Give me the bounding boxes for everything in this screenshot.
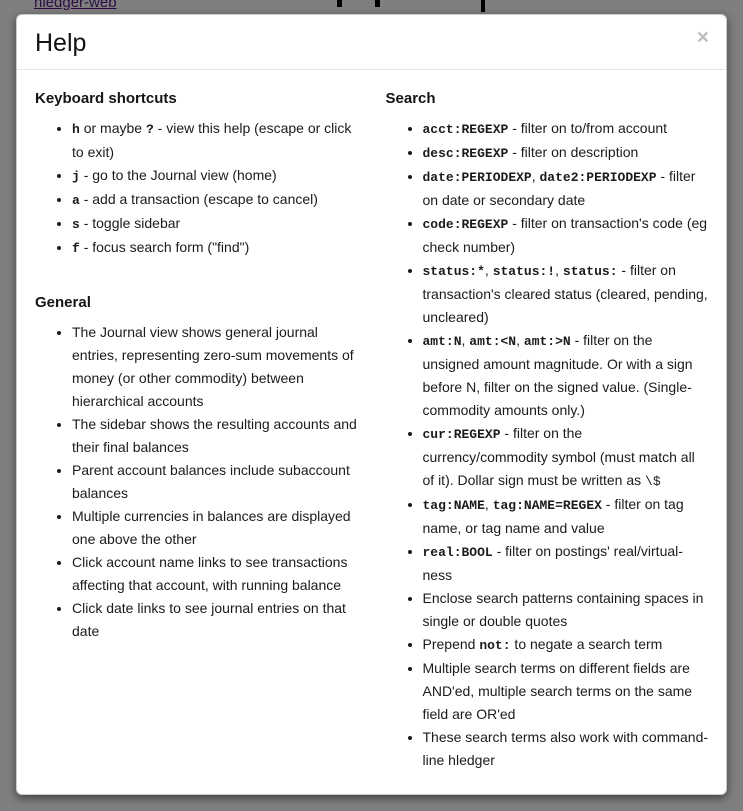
text-run: Click account name links to see transactions affecting that account, with running balance (72, 554, 348, 593)
code-term: code:REGEXP (422, 217, 509, 232)
code-term: status: (562, 264, 618, 279)
code-term: j (72, 169, 80, 184)
text-run: - filter on tag name, or tag name and value (422, 496, 684, 536)
text-run: Click date links to see journal entries on that date (72, 600, 346, 639)
text-run: - filter on the unsigned amount magnitude. Or with a sign before N, filter on the signed value. (Single-commodity amounts only.) (422, 332, 693, 418)
text-run: These search terms also work with command-line hledger (422, 729, 709, 768)
list-item (72, 597, 358, 643)
text-run: - filter on transaction's cleared status (cleared, pending, uncleared) (422, 262, 708, 325)
list-item (423, 657, 710, 726)
code-term: status:* (422, 264, 485, 279)
text-run: - filter on description (508, 144, 639, 160)
text-run: , (531, 168, 540, 184)
text-run: - add a transaction (escape to cancel) (79, 191, 318, 207)
section-heading: General (35, 294, 91, 311)
text-run: The sidebar shows the resulting accounts and their final balances (72, 416, 357, 455)
list-item (72, 236, 358, 260)
list-item (72, 459, 358, 505)
text-run: - filter on the currency/commodity symbol (must match all of it). Dollar sign must be written as (422, 425, 695, 488)
text-run: - go to the Journal view (home) (79, 167, 277, 183)
list-item (423, 141, 710, 165)
text-run: to negate a search term (510, 636, 663, 652)
bullet-list (35, 117, 358, 260)
help-column-left (32, 90, 372, 643)
text-run: - view this help (escape or click to exit) (72, 120, 352, 160)
code-term: ? (145, 122, 154, 137)
section-heading: Keyboard shortcuts (35, 90, 177, 107)
list-item (423, 587, 710, 633)
text-run: , (516, 332, 524, 348)
list-item (423, 633, 710, 657)
text-run: - toggle sidebar (79, 215, 181, 231)
text-run: The Journal view shows general journal entries, representing zero-sum movements of money (or other commodity) between hierarchical accounts (72, 324, 354, 409)
list-item (423, 493, 710, 540)
list-item (423, 422, 710, 493)
text-run: , (461, 332, 470, 348)
list-item (423, 329, 710, 422)
text-run: - filter on transaction's code (eg check number) (422, 215, 708, 255)
text-run: Multiple currencies in balances are displayed one above the other (72, 508, 351, 547)
list-item (72, 505, 358, 551)
bullet-list (35, 321, 358, 643)
code-term: amt:N (422, 334, 462, 349)
modal-title: Help (35, 29, 87, 57)
code-term: cur:REGEXP (422, 427, 501, 442)
code-term: s (72, 217, 80, 232)
text-run: - filter on date or secondary date (422, 168, 696, 208)
code-term: status:! (492, 264, 556, 279)
list-item (72, 117, 358, 164)
text-run: or maybe (79, 120, 146, 136)
close-icon[interactable]: × (693, 25, 713, 50)
text-run: Enclose search patterns containing spaces in single or double quotes (422, 590, 704, 629)
text-run: , (484, 262, 493, 278)
text-run: Prepend (422, 636, 480, 652)
code-term: acct:REGEXP (422, 122, 509, 137)
list-item (72, 551, 358, 597)
list-item (72, 321, 358, 413)
section-heading: Search (385, 90, 436, 107)
list-item (72, 188, 358, 212)
help-column-right (372, 90, 712, 772)
code-term: real:BOOL (422, 545, 493, 560)
text-run: Parent account balances include subaccount balances (72, 462, 350, 501)
list-item (423, 540, 710, 587)
list-item (72, 212, 358, 236)
code-term: tag:NAME (422, 498, 485, 513)
list-item (423, 165, 710, 212)
code-term: tag:NAME=REGEX (492, 498, 602, 513)
bullet-list (386, 117, 710, 772)
code-term: date2:PERIODEXP (539, 170, 657, 185)
text-run: Multiple search terms on different fields are AND'ed, multiple search terms on the same field are OR'ed (422, 660, 693, 722)
code-term: not: (479, 638, 511, 653)
code-term: \$ (645, 474, 661, 489)
code-term: amt:<N (469, 334, 517, 349)
code-term: f (72, 241, 80, 256)
text-run: - filter on to/from account (508, 120, 668, 136)
list-item (423, 726, 710, 772)
modal-body (17, 70, 726, 787)
code-term: a (72, 193, 80, 208)
list-item (423, 117, 710, 141)
list-item (72, 413, 358, 459)
code-term: desc:REGEXP (422, 146, 509, 161)
text-run: , (484, 496, 493, 512)
help-modal (16, 14, 727, 795)
list-item (423, 259, 710, 329)
modal-header (17, 15, 726, 70)
text-run: , (555, 262, 563, 278)
text-run: - filter on postings' real/virtual-ness (422, 543, 683, 583)
list-item (423, 212, 710, 259)
code-term: date:PERIODEXP (422, 170, 532, 185)
text-run: - focus search form ("find") (79, 239, 250, 255)
list-item (72, 164, 358, 188)
code-term: amt:>N (523, 334, 571, 349)
code-term: h (72, 122, 80, 137)
